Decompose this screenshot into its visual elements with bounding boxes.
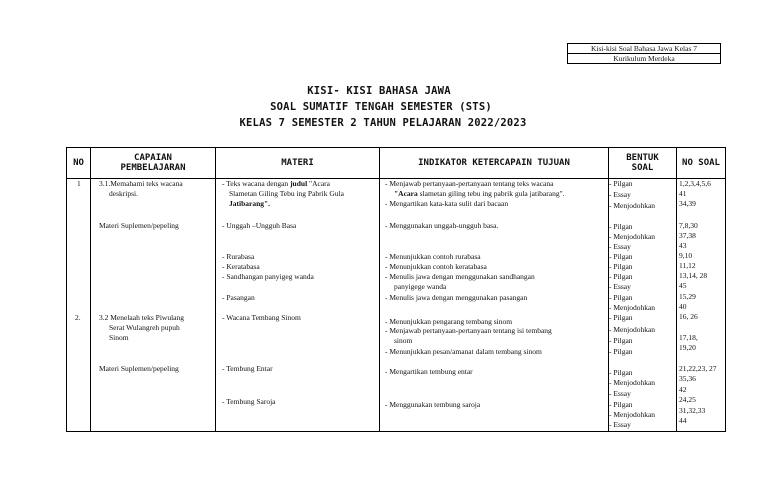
nomor-soal: 15,29 bbox=[679, 292, 696, 301]
indikator-item: - Menulis jawa dengan menggunakan sandhangan bbox=[385, 272, 535, 281]
document-label-curriculum: Kurikulum Merdeka bbox=[568, 53, 720, 63]
indikator-item: - Menunjukkan contoh rurabasa bbox=[385, 252, 481, 261]
nomor-soal: 21,22,23, 27 bbox=[679, 364, 717, 373]
header-no: NO bbox=[73, 158, 84, 168]
column-divider bbox=[379, 148, 380, 431]
materi-item: - Sandhangan panyigeg wanda bbox=[222, 272, 314, 281]
nomor-soal: 37,38 bbox=[679, 231, 696, 240]
bentuk-soal: - Pilgan bbox=[609, 293, 633, 302]
capaian-text: Serat Wulangreh pupuh bbox=[109, 323, 180, 332]
bentuk-soal: - Pilgan bbox=[609, 313, 633, 322]
document-label-box bbox=[567, 43, 721, 64]
bentuk-soal: - Menjodohkan bbox=[609, 410, 656, 419]
bentuk-soal: - Pilgan bbox=[609, 222, 633, 231]
indikator-item: - Menunjukkan pengarang tembang sinom bbox=[385, 317, 513, 326]
nomor-soal: 42 bbox=[679, 385, 687, 394]
nomor-soal: 13,14, 28 bbox=[679, 271, 708, 280]
bentuk-soal: - Menjodohkan bbox=[609, 303, 656, 312]
bentuk-soal: - Pilgan bbox=[609, 336, 633, 345]
title-line-1: KISI- KISI BAHASA JAWA bbox=[307, 85, 451, 97]
column-divider bbox=[215, 148, 216, 431]
indikator-item: - Menjawab pertanyaan-pertanyaan tentang teks wacana bbox=[385, 179, 554, 188]
nomor-soal: 44 bbox=[679, 416, 687, 425]
row-number: 1 bbox=[77, 179, 81, 188]
materi-item: - Keratabasa bbox=[222, 262, 260, 271]
nomor-soal: 35,36 bbox=[679, 374, 696, 383]
header-materi: MATERI bbox=[281, 158, 314, 168]
indikator-item: panyigege wanda bbox=[394, 282, 447, 291]
document-title bbox=[0, 83, 768, 131]
materi-item: Slametan Giling Tebu ing Pabrik Gula bbox=[229, 189, 344, 198]
materi-item: - Rurabasa bbox=[222, 252, 255, 261]
indikator-item: - Menggunakan tembung saroja bbox=[385, 400, 481, 409]
header-bentuk: BENTUK SOAL bbox=[626, 153, 659, 173]
indikator-item: - Mengartikan kata-kata sulit dari bacaan bbox=[385, 199, 509, 208]
bentuk-soal: - Pilgan bbox=[609, 262, 633, 271]
header-capaian: CAPAIAN PEMBELAJARAN bbox=[120, 153, 186, 173]
nomor-soal: 34,39 bbox=[679, 199, 696, 208]
capaian-text: 3.1.Memahami teks wacana bbox=[99, 179, 183, 188]
bentuk-soal: - Pilgan bbox=[609, 368, 633, 377]
nomor-soal: 7,8,30 bbox=[679, 221, 698, 230]
capaian-text: 3.2 Menelaah teks Piwulang bbox=[99, 313, 184, 322]
nomor-soal: 11,12 bbox=[679, 261, 696, 270]
indikator-item: - Menggunakan unggah-ungguh basa. bbox=[385, 221, 499, 230]
bentuk-soal: - Pilgan bbox=[609, 400, 633, 409]
indikator-item: - Menunjukkan pesan/amanat dalam tembang sinom bbox=[385, 347, 542, 356]
bentuk-soal: - Essay bbox=[609, 242, 631, 251]
indikator-item: - Mengartikan tembung entar bbox=[385, 367, 473, 376]
column-divider bbox=[90, 148, 91, 431]
header-nosoal: NO SOAL bbox=[682, 158, 720, 168]
bentuk-soal: - Essay bbox=[609, 190, 631, 199]
nomor-soal: 31,32,33 bbox=[679, 406, 706, 415]
nomor-soal: 43 bbox=[679, 241, 687, 250]
nomor-soal: 40 bbox=[679, 302, 687, 311]
materi-item: - Teks wacana dengan judul "Acara bbox=[222, 179, 331, 188]
bentuk-soal: - Menjodohkan bbox=[609, 232, 656, 241]
capaian-text: deskripsi. bbox=[109, 189, 138, 198]
nomor-soal: 24,25 bbox=[679, 395, 696, 404]
materi-item: - Wacana Tembang Sinom bbox=[222, 313, 301, 322]
materi-item: - Tembung Saroja bbox=[222, 397, 276, 406]
nomor-soal: 19,20 bbox=[679, 343, 696, 352]
bentuk-soal: - Pilgan bbox=[609, 347, 633, 356]
bentuk-soal: - Essay bbox=[609, 282, 631, 291]
capaian-supplement: Materi Suplemen/pepeling bbox=[99, 221, 179, 230]
indikator-item: - Menulis jawa dengan menggunakan pasangan bbox=[385, 293, 528, 302]
indikator-item: - Menunjukkan contoh keratabasa bbox=[385, 262, 487, 271]
bentuk-soal: - Essay bbox=[609, 420, 631, 429]
header-indikator: INDIKATOR KETERCAPAIN TUJUAN bbox=[418, 158, 570, 168]
materi-item: Jatibarang". bbox=[229, 199, 271, 208]
nomor-soal: 17,18, bbox=[679, 333, 698, 342]
indikator-item: - Menjawab pertanyaan-pertanyaan tentang isi tembang bbox=[385, 326, 552, 335]
bentuk-soal: - Menjodohkan bbox=[609, 378, 656, 387]
bentuk-soal: - Essay bbox=[609, 389, 631, 398]
nomor-soal: 41 bbox=[679, 189, 687, 198]
bentuk-soal: - Menjodohkan bbox=[609, 201, 656, 210]
title-line-2: SOAL SUMATIF TENGAH SEMESTER (STS) bbox=[270, 101, 492, 113]
row-number: 2. bbox=[75, 313, 81, 322]
materi-item: - Tembung Entar bbox=[222, 364, 273, 373]
nomor-soal: 16, 26 bbox=[679, 312, 698, 321]
bentuk-soal: - Pilgan bbox=[609, 179, 633, 188]
column-divider bbox=[676, 148, 677, 431]
bentuk-soal: - Pilgan bbox=[609, 252, 633, 261]
indikator-item: "Acara slametan giling tebu ing pabrik gula jatibarang". bbox=[394, 189, 565, 198]
capaian-text: Sinom bbox=[109, 333, 129, 342]
materi-item: - Unggah –Ungguh Basa bbox=[222, 221, 297, 230]
nomor-soal: 45 bbox=[679, 281, 687, 290]
title-line-3: KELAS 7 SEMESTER 2 TAHUN PELAJARAN 2022/2023 bbox=[239, 117, 527, 129]
materi-item: - Pasangan bbox=[222, 293, 255, 302]
indikator-item: sinom bbox=[394, 336, 413, 345]
nomor-soal: 9,10 bbox=[679, 251, 693, 260]
bentuk-soal: - Menjodohkan bbox=[609, 325, 656, 334]
capaian-supplement: Materi Suplemen/pepeling bbox=[99, 364, 179, 373]
nomor-soal: 1,2,3,4,5,6 bbox=[679, 179, 711, 188]
document-label-title: Kisi-kisi Soal Bahasa Jawa Kelas 7 bbox=[590, 44, 698, 53]
kisi-kisi-table bbox=[66, 147, 726, 432]
bentuk-soal: - Pilgan bbox=[609, 272, 633, 281]
